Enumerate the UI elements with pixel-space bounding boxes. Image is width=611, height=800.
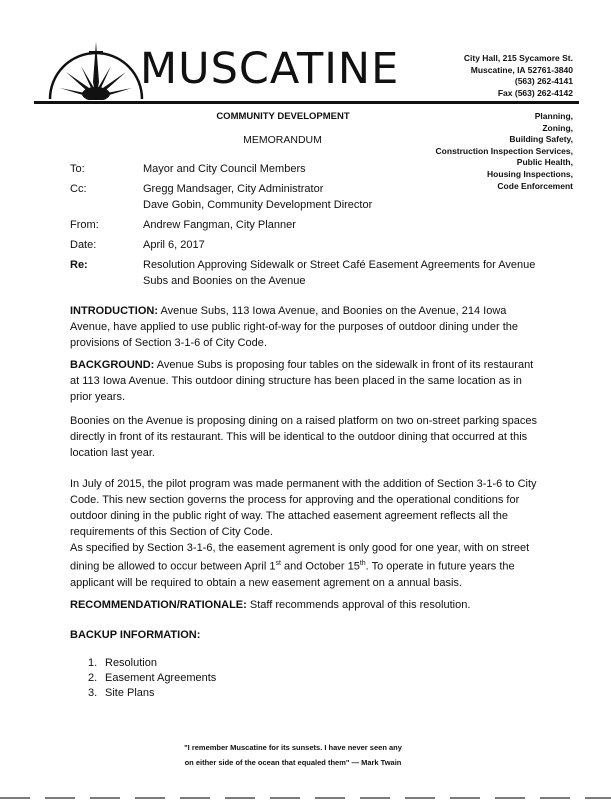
department-label: COMMUNITY DEVELOPMENT [216,111,350,122]
list-number: 1. [88,657,98,669]
service-item: Zoning, [542,122,573,133]
cc-value: Dave Gobin, Community Development Director [143,198,373,211]
list-item [88,671,216,686]
cc-label: Cc: [70,183,87,195]
service-item: Code Enforcement [497,180,573,191]
list-label: Resolution [105,657,157,669]
recommendation-heading: RECOMMENDATION/RATIONALE: [70,599,247,611]
list-label: Easement Agreements [105,672,217,684]
to-label: To: [70,163,85,175]
recommendation-text: Staff recommends approval of this resolution. [249,599,471,611]
logo-wordmark: MUSCATINE [140,44,400,94]
quote-line: "I remember Muscatine for its sunsets. I have never seen any [184,743,402,752]
backup-heading-label: BACKUP INFORMATION: [70,629,201,641]
introduction-text: Avenue Subs, 113 Iowa Avenue, and Boonies on the Avenue, 214 Iowa Avenue, have applied to use public right-of-way for the purposes of outdoor dining under the provisions of Section 3-1-6 of City Code. [70,305,519,349]
list-item [88,656,216,671]
backup-list [88,656,216,701]
header-rule [430,101,579,104]
from-label: From: [70,219,99,231]
date-row [70,238,553,254]
introduction-heading: INTRODUCTION: [70,305,158,317]
fax: Fax (563) 262-4142 [497,87,573,98]
from-row [70,218,553,234]
quote-line: on either side of the ocean that equaled them" — Mark Twain [184,758,402,767]
list-number: 3. [88,687,98,699]
date-label: Date: [70,239,97,251]
ordinal-suffix: st [275,560,281,567]
re-label: Re: [70,259,88,271]
re-value: Resolution Approving Sidewalk or Street Café Easement Agreements for Avenue Subs and Boonies on the Avenue [143,259,536,287]
scan-artifact-line [0,797,611,799]
service-item: Housing Inspections, [487,168,573,179]
list-label: Site Plans [105,687,155,699]
to-row [70,162,553,178]
list-number: 2. [88,672,98,684]
service-item: Planning, [534,111,573,121]
cc-value: Gregg Mandsager, City Administrator [143,183,324,195]
ordinal-suffix: th [359,560,366,567]
services-list [436,111,573,192]
address-line: City Hall, 215 Sycamore St. [463,53,573,63]
background-paragraph [70,357,545,405]
service-item: Public Health, [516,157,573,168]
backup-heading [70,627,545,643]
date-value: April 6, 2017 [143,239,205,251]
term-text: and October 15 [280,560,360,573]
service-item: Building Safety, [509,134,573,145]
address-block [464,53,573,99]
introduction-paragraph [70,303,545,351]
re-row [70,258,553,289]
boonies-paragraph: Boonies on the Avenue is proposing dining on a raised platform on two on-street parking spaces directly in front of its restaurant. This will be identical to the outdoor dining that occurred at this location last year. [70,415,537,459]
from-value: Andrew Fangman, City Planner [143,219,296,231]
cc-row [70,182,553,213]
list-item [88,686,216,701]
july-paragraph: In July of 2015, the pilot program was made permanent with the addition of Section 3-1-6 to City Code. This new section governs the process for approving and the operational conditions for outdoor dining in the public right of way. The attached easement agreement reflects all the requirements of this Section of City Code. [70,478,537,538]
background-text: Avenue Subs is proposing four tables on the sidewalk in front of its restaurant at 113 Iowa Avenue. This outdoor dining structure has been placed in the same location as in prior years. [70,359,534,403]
to-value: Mayor and City Council Members [143,163,306,175]
service-item: Construction Inspection Services, [435,145,573,156]
term-text: . To operate in future years the applicant will be required to obtain a new easement agrement on a annual basis. [70,560,515,589]
recommendation-paragraph [70,597,545,613]
phone: (563) 262-4141 [514,76,573,86]
term-text: As specified by Section 3-1-6, the easement agrement is only good for one year, with on street dining be allowed to occur between April 1 [70,542,530,573]
sunburst-logo-icon [46,42,146,100]
term-paragraph [70,540,545,591]
address-line: Muscatine, IA 52761-3840 [470,64,573,75]
memo-label: MEMORANDUM [243,134,322,146]
background-heading: BACKGROUND: [70,359,155,371]
footer-quote [0,740,611,770]
